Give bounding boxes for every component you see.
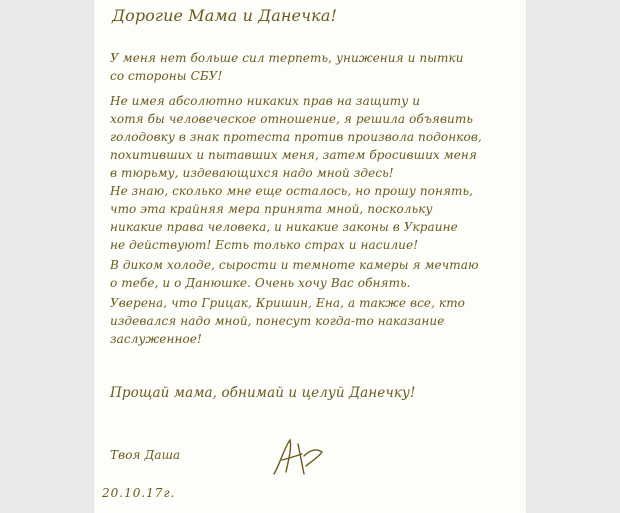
letter-date: 20.10.17г.	[102, 486, 176, 500]
letter-closing: Прощай мама, обнимай и целуй Данечку!	[110, 385, 416, 401]
letter-line: заслуженное!	[110, 332, 202, 346]
letter-line: в тюрьму, издевающихся надо мной здесь!	[110, 166, 394, 180]
letter-line: Не знаю, сколько мне еще осталось, но прошу понять,	[110, 184, 474, 198]
letter-line: о тебе, и о Данюшке. Очень хочу Вас обнять.	[110, 276, 411, 290]
letter-line: похитивших и пытавших меня, затем бросивших меня	[110, 148, 477, 162]
letter-page	[94, 0, 526, 513]
letter-line: У меня нет больше сил терпеть, унижения и пытки	[110, 51, 464, 65]
letter-line: хотя бы человеческое отношение, я решила объявить	[110, 112, 473, 126]
letter-greeting: Дорогие Мама и Данечка!	[112, 6, 337, 25]
handwritten-signature	[264, 434, 334, 482]
letter-line: голодовку в знак протеста против произвола подонков,	[110, 130, 482, 144]
letter-line: не действуют! Есть только страх и насилие!	[110, 238, 419, 252]
letter-signoff: Твоя Даша	[110, 448, 181, 462]
letter-line: никакие права человека, и никакие законы в Украине	[110, 220, 458, 234]
letter-line: издевался надо мной, понесут когда-то наказание	[110, 314, 445, 328]
letter-line: Не имея абсолютно никаких прав на защиту и	[110, 94, 421, 108]
letter-line: Уверена, что Грицак, Кришин, Ена, а также все, кто	[110, 296, 465, 310]
letter-line: В диком холоде, сырости и темноте камеры я мечтаю	[110, 258, 479, 272]
letter-line: со стороны СБУ!	[110, 69, 223, 83]
letter-line: что эта крайняя мера принята мной, поскольку	[110, 202, 433, 216]
